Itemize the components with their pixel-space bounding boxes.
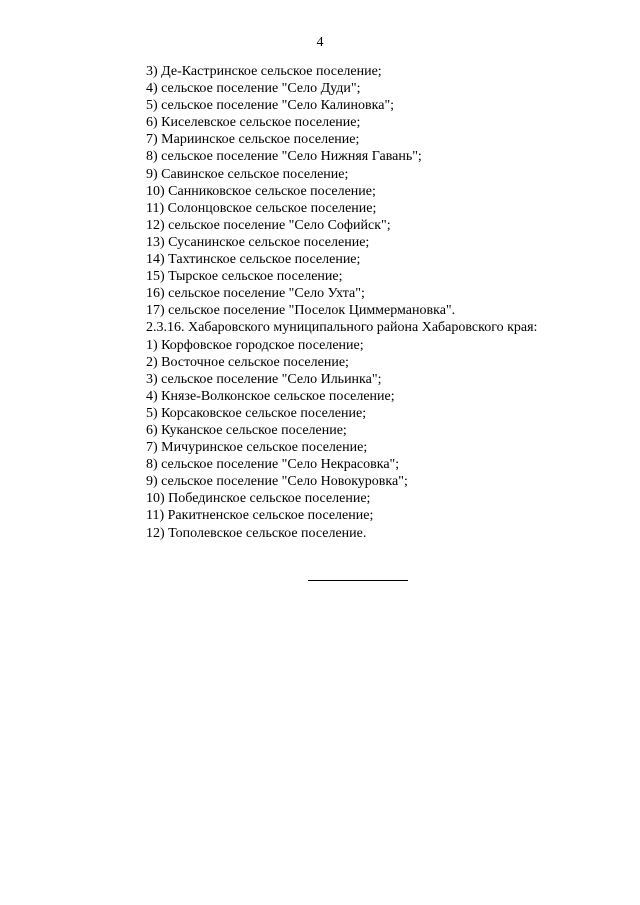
- list-item: 11) Солонцовское сельское поселение;: [146, 200, 377, 216]
- list-item: 8) сельское поселение "Село Некрасовка";: [146, 457, 400, 473]
- list-item: 10) Побединское сельское поселение;: [146, 491, 371, 507]
- page-number: 4: [316, 35, 324, 50]
- list-item: 10) Санниковское сельское поселение;: [146, 183, 376, 199]
- list-item: 8) сельское поселение "Село Нижняя Гавань";: [146, 149, 422, 165]
- section-heading: 2.3.16. Хабаровского муниципального района Хабаровского края:: [146, 320, 538, 336]
- list-item: 7) Мичуринское сельское поселение;: [146, 440, 368, 456]
- document-body: [146, 63, 606, 542]
- list-item: 6) Куканское сельское поселение;: [146, 422, 347, 438]
- list-item: 3) Де-Кастринское сельское поселение;: [146, 64, 382, 79]
- list-item: 13) Сусанинское сельское поселение;: [146, 234, 370, 250]
- list-item: 5) сельское поселение "Село Калиновка";: [146, 98, 395, 114]
- list-item: 4) сельское поселение "Село Дуди";: [146, 81, 361, 97]
- list-item: 14) Тахтинское сельское поселение;: [146, 252, 361, 268]
- list-item: 16) сельское поселение "Село Ухта";: [146, 286, 365, 302]
- list-item: 12) Тополевское сельское поселение.: [146, 525, 367, 541]
- list-item: 3) сельское поселение "Село Ильинка";: [146, 371, 382, 387]
- list-item: 17) сельское поселение "Поселок Циммермановка".: [146, 303, 456, 319]
- list-item: 12) сельское поселение "Село Софийск";: [146, 217, 391, 233]
- list-item: 4) Князе-Волконское сельское поселение;: [146, 388, 395, 404]
- list-item: 9) Савинское сельское поселение;: [146, 166, 349, 182]
- list-item: 5) Корсаковское сельское поселение;: [146, 405, 367, 421]
- list-item: 9) сельское поселение "Село Новокуровка";: [146, 474, 408, 490]
- end-of-document-rule: [308, 580, 408, 581]
- list-item: 1) Корфовское городское поселение;: [146, 337, 364, 353]
- list-item: 6) Киселевское сельское поселение;: [146, 115, 361, 131]
- list-item: 15) Тырское сельское поселение;: [146, 269, 343, 285]
- list-item: 2) Восточное сельское поселение;: [146, 354, 349, 370]
- list-item: 7) Мариинское сельское поселение;: [146, 132, 360, 148]
- list-item: 11) Ракитненское сельское поселение;: [146, 508, 374, 524]
